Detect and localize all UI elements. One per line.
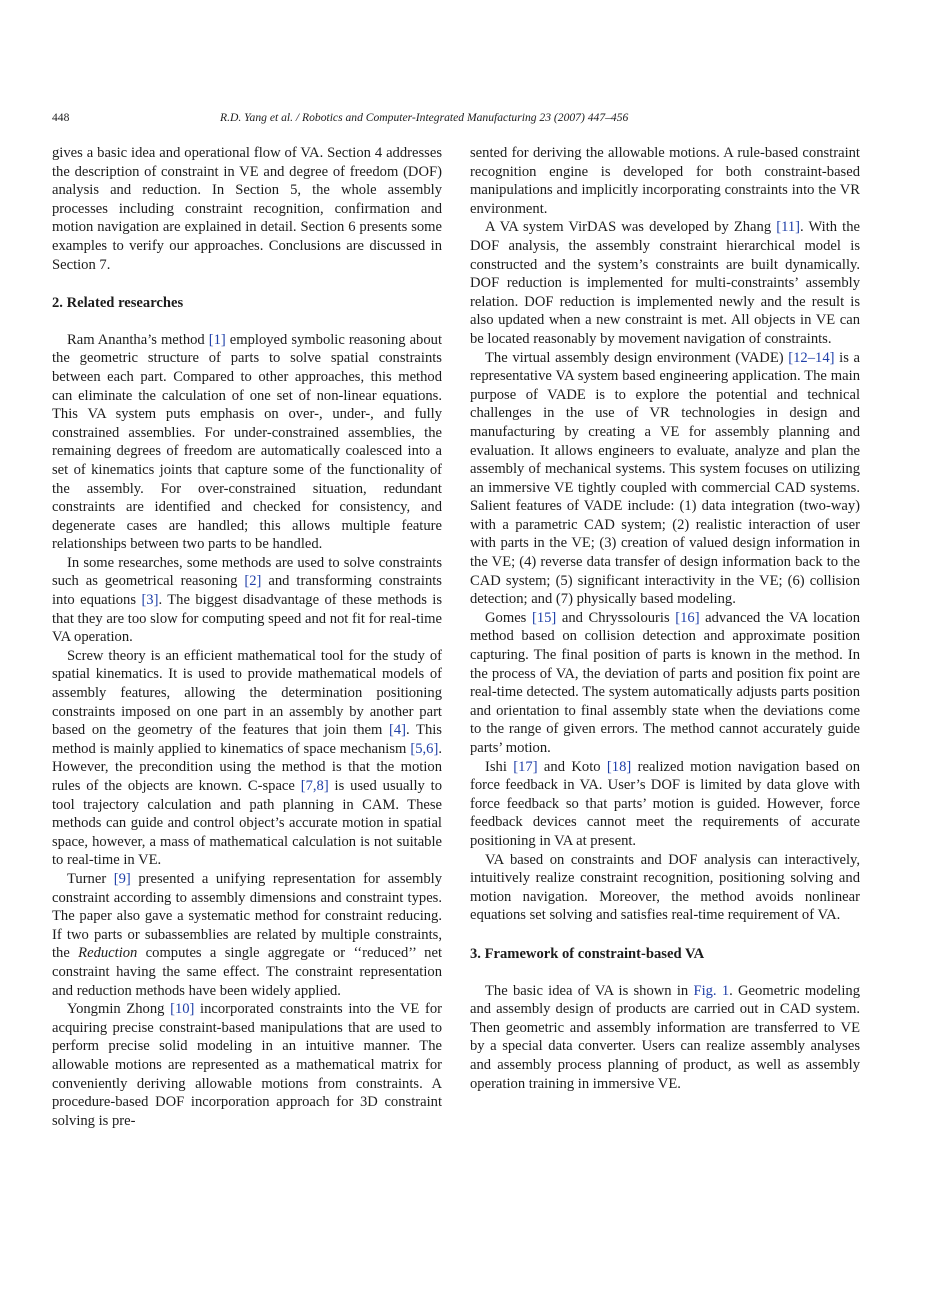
paragraph: Ram Anantha’s method [1] employed symbolic reasoning about the geometric structure of parts to solve spatial constraints between each part. Compared to other approaches, this method can eliminate the calculation of one set of non-linear equations. This VA system puts emphasis on over-, under-, and fully constrained assemblies. For under-constrained assemblies, the remaining degrees of freedom are automatically coalesced into a set of kinematics joints that capture some of the functionality of the assembly. For over-constrained situation, redundant constraints are identified and checked for consistency, and degenerate cases are handled; this allows multiple feature relationships between two parts to be handled. bbox=[52, 331, 443, 553]
paragraph: Ishi [17] and Koto [18] realized motion navigation based on force feedback in VA. User’s DOF is limited by data glove with force feedback so that parts’ motion is guided. However, force feedback devices cannot meet the requirements of accurate positioning in VA at present. bbox=[470, 758, 860, 849]
paragraph: Screw theory is an efficient mathematical tool for the study of spatial kinematics. It is used to provide mathematical models of assembly features, allowing the determination positioning constraints imposed on one part in an assembly by another part based on the geometry of the features that join them [4]. This method is mainly applied to kinematics of space mechanism [5,6]. However, the precondition using the method is that the motion rules of the objects are known. C-space [7,8] is used usually to tool trajectory calculation and path planning in CAM. These methods can guide and control object’s accurate motion in spatial space, however, a mass of mathematical calculation is not suitable to real-time in VE. bbox=[52, 647, 443, 869]
page-number: 448 bbox=[52, 111, 70, 124]
figure-link[interactable]: Fig. 1 bbox=[693, 982, 730, 999]
citation-link[interactable]: [17] bbox=[513, 758, 538, 775]
citation-link[interactable]: [11] bbox=[776, 219, 800, 236]
paragraph: The virtual assembly design environment (VADE) [12–14] is a representative VA system based engineering application. The main purpose of VADE is to explore the potential and technical challenges in the use of VR technologies in design and manufacturing by creating a VE for assembly planning and evaluation. It allows engineers to evaluate, analyze and plan the assembly of mechanical systems. This system focuses on utilizing an immersive VE tightly coupled with commercial CAD systems. Salient features of VADE include: (1) data integration (two-way) with a parametric CAD system; (2) realistic interaction of user with parts in the VE; (3) creation of valued design information in the VE; (4) reverse data transfer of design information back to the CAD system; (5) significant interactivity in the VE; (6) collision detection; and (7) physically based modeling. bbox=[470, 349, 861, 608]
citation-link[interactable]: [10] bbox=[170, 1001, 195, 1018]
citation-link[interactable]: [3] bbox=[141, 592, 159, 609]
citation-link[interactable]: [2] bbox=[244, 573, 262, 590]
paragraph: VA based on constraints and DOF analysis can interactively, intuitively realize constraint recognition, positioning solving and motion navigation. Moreover, the method avoids nonlinear equations set solving and satisfies real-time requirement of VA. bbox=[470, 851, 860, 924]
paragraph: Gomes [15] and Chryssolouris [16] advanced the VA location method based on collision detection and approximate position capturing. The final position of parts is known in the method. In the process of VA, the deviation of parts and position fix point are real-time detected. The system automatically adjusts parts position and orientation to final assembly state when the deviations come to the range of given errors. The method cannot accurately guide parts’ motion. bbox=[470, 609, 861, 756]
emphasis: Reduction bbox=[78, 945, 138, 962]
running-head: R.D. Yang et al. / Robotics and Computer-Integrated Manufacturing 23 (2007) 447–456 bbox=[220, 111, 629, 124]
paragraph: The basic idea of VA is shown in Fig. 1. Geometric modeling and assembly design of products are carried out in CAD system. Then geometric and assembly information are transferred to VE by a special data converter. Users can realize assembly analyses and assembly process planning of product, as well as assembly operation training in immersive VE. bbox=[470, 982, 860, 1092]
section-heading: 2. Related researches bbox=[52, 295, 184, 312]
citation-link[interactable]: [12–14] bbox=[788, 349, 835, 366]
citation-link[interactable]: [18] bbox=[606, 758, 632, 775]
left-column bbox=[52, 144, 442, 1130]
citation-link[interactable]: [4] bbox=[389, 722, 407, 739]
citation-link[interactable]: [7,8] bbox=[300, 778, 329, 794]
paragraph: A VA system VirDAS was developed by Zhang [11]. With the DOF analysis, the assembly constraint hierarchical model is constructed and the system’s constraints are built dynamically. DOF reduction is implemented for multi-constraints’ assembly relation. DOF reduction is implemented newly and the result is also updated when a new constraint is met. All objects in VE can be located reasonably by movement navigation of constraints. bbox=[470, 219, 861, 347]
citation-link[interactable]: [9] bbox=[113, 870, 131, 887]
paragraph: sented for deriving the allowable motions. A rule-based constraint recognition engine is developed for both constraint-based manipulations and implicitly incorporating constraints into the VR environment. bbox=[470, 145, 860, 217]
citation-link[interactable]: [1] bbox=[208, 331, 226, 348]
paragraph: Turner [9] presented a unifying representation for assembly constraint according to assembly dimensions and constraint types. The paper also gave a systematic method for constraint reducing. If two parts or subassemblies are related by multiple constraints, the Reduction computes a single aggregate or ‘‘reduced’’ net constraint having the same effect. The constraint representation and reduction methods have been widely applied. bbox=[52, 870, 443, 999]
section-heading: 3. Framework of constraint-based VA bbox=[470, 945, 705, 962]
citation-link[interactable]: [15] bbox=[531, 609, 557, 626]
citation-link[interactable]: [5,6] bbox=[410, 740, 439, 757]
right-column bbox=[470, 144, 860, 1093]
citation-link[interactable]: [16] bbox=[675, 609, 700, 626]
paragraph: Yongmin Zhong [10] incorporated constraints into the VE for acquiring precise constraint-based manipulations that are used to perform precise solid modeling in an intuitive manner. The allowable motions are represented as a mathematical matrix for conveniently deriving allowable motions from constraints. A procedure-based DOF incorporation approach for 3D constraint solving is pre- bbox=[52, 1001, 442, 1129]
page-header bbox=[52, 109, 872, 127]
paragraph: gives a basic idea and operational flow of VA. Section 4 addresses the description of constraint in VE and degree of freedom (DOF) analysis and reduction. In Section 5, the whole assembly processes including constraint recognition, confirmation and motion navigation are explained in detail. Section 6 presents some examples to verify our approaches. Conclusions are discussed in Section 7. bbox=[52, 145, 442, 273]
paragraph: In some researches, some methods are used to solve constraints such as geometrical reasoning [2] and transforming constraints into equations [3]. The biggest disadvantage of these methods is that they are too slow for computing speed and not fit for real-time VA operation. bbox=[52, 554, 442, 646]
